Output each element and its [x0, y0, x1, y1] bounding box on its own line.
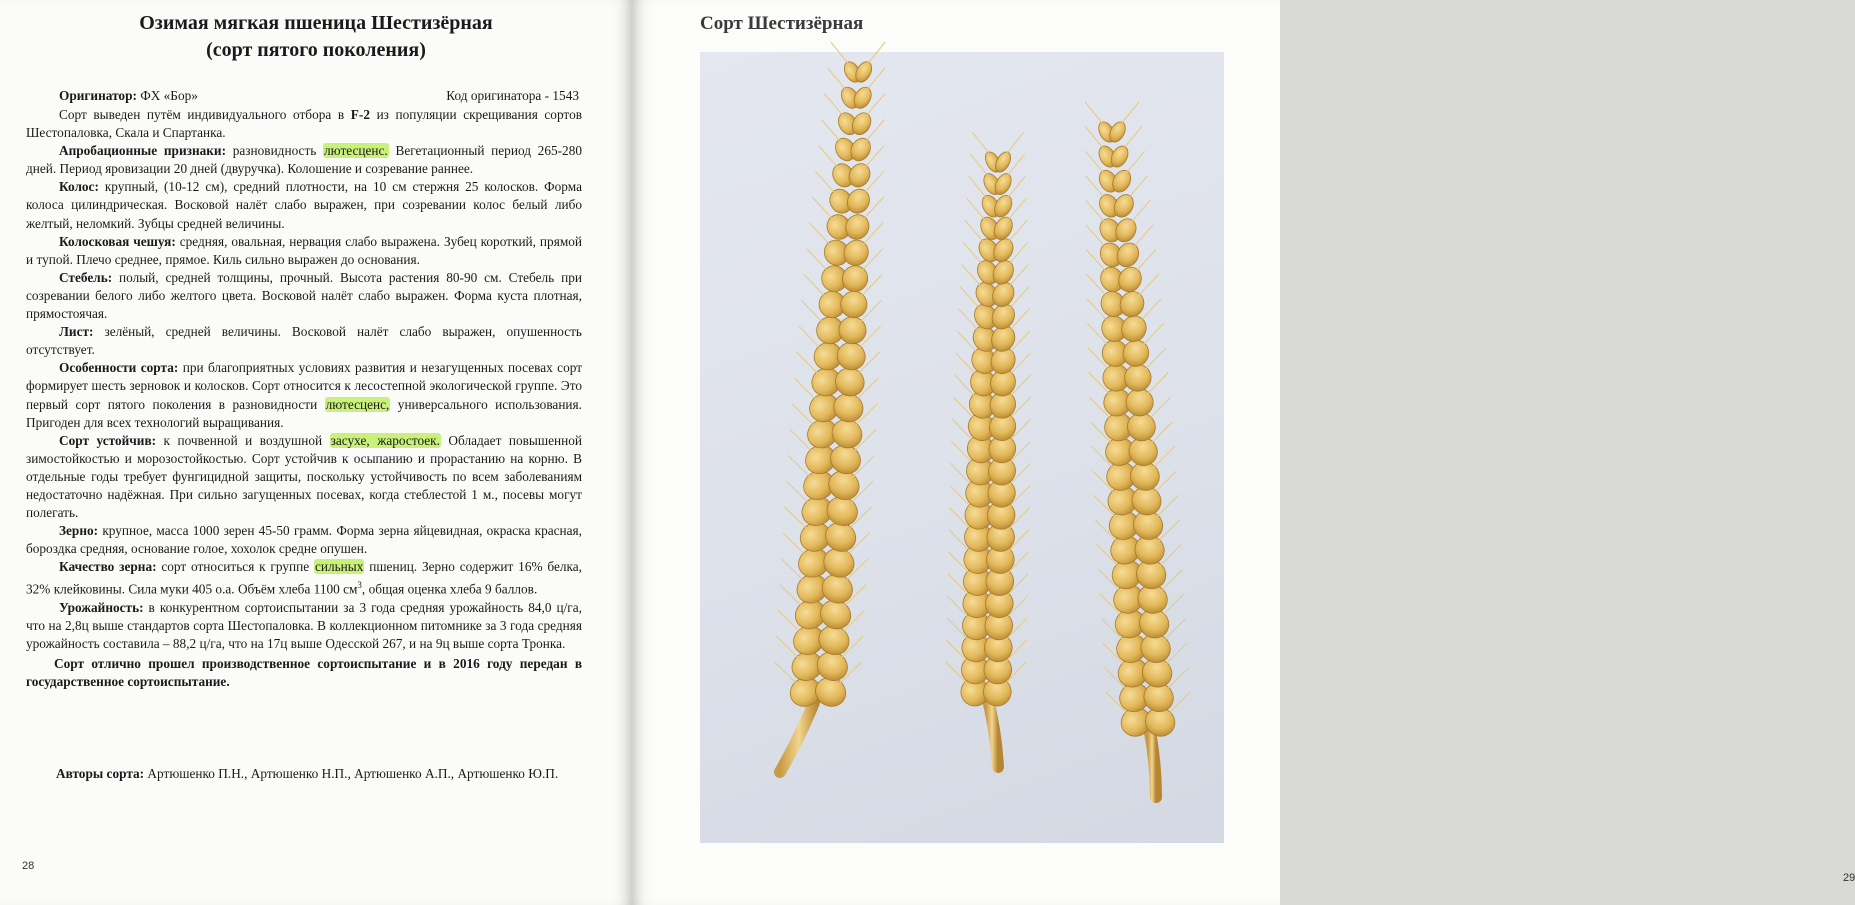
wheat-awn [867, 42, 885, 64]
quality-text-c: , общая оценка хлеба 9 баллов. [361, 581, 538, 597]
resistance-label: Сорт устойчив: [59, 432, 157, 448]
approbation-label: Апробационные признаки: [59, 143, 227, 159]
stem-label: Стебель: [59, 269, 113, 285]
features-paragraph [26, 359, 582, 431]
intro-text-a: Сорт выведен путём индивидуального отбора в [59, 107, 351, 122]
intro-text-c: из популяции скрещивания сортов Шестопаловка, Скала и Спартанка. [26, 107, 582, 141]
quality-paragraph [26, 558, 582, 599]
leaf-label: Лист: [59, 324, 94, 340]
highlight-lutescens-2: лютесценс, [325, 396, 390, 412]
authors-text: Артюшенко П.Н., Артюшенко Н.П., Артюшенко А.П., Артюшенко Ю.П. [144, 766, 559, 781]
wheat-spikelet [836, 287, 872, 323]
wheat-spikelet [838, 261, 872, 296]
yield-label: Урожайность: [59, 599, 144, 615]
wheat-awn [818, 145, 837, 167]
originator-line [59, 88, 579, 104]
approbation-paragraph [26, 142, 582, 178]
wheat-awn [972, 132, 989, 154]
wheat-awn [815, 171, 835, 193]
originator-code: Код оригинатора - 1543 [446, 88, 579, 103]
wheat-awn [1085, 102, 1103, 124]
quality-text-a: сорт относиться к группе [156, 559, 314, 575]
ear-label: Колос: [59, 179, 99, 195]
authors-label: Авторы сорта: [56, 766, 145, 781]
grain-paragraph [26, 522, 582, 558]
wheat-awn [825, 94, 844, 116]
highlight-drought: засухе, жаростоек. [330, 432, 440, 448]
wheat-ears [775, 42, 1191, 797]
leaf-paragraph [26, 323, 582, 359]
wheat-spikelet [1113, 239, 1143, 270]
yield-paragraph [26, 599, 582, 653]
features-text-a: при благоприятных условиях развития и незагущенных посевах сорт формирует шесть зерновок и колосков. Сорт относится к лесостепной экологической группе. Это первый сорт пятого поколения в разновидности [26, 360, 583, 412]
originator-value: ФХ «Бор» [136, 88, 198, 103]
resistance-text-b: Обладает повышенной зимостойкостью и морозостойкостью. Сорт устойчив к осыпанию и прорастанию на корню. В отдельные годы требует фунгицидной защиты, поскольку устойчивость по всем заболеваниям недостаточно надёжная. При сильно загущенных посевах, когда стеблестой 1 м., посевы могут полегать. [26, 432, 582, 521]
highlight-strong: сильных [314, 559, 364, 575]
wheat-spikelet [1116, 287, 1149, 320]
quality-text-b: пшениц. Зерно содержит 16% белка, 32% клейковины. Сила муки 405 о.а. Объём хлеба 1100 см [26, 559, 582, 597]
stem-paragraph [26, 269, 582, 323]
authors-line [56, 766, 558, 782]
quality-label: Качество зерна: [59, 559, 157, 575]
approbation-text-a: разновидность [226, 143, 324, 159]
stem-text: полый, средней толщины, прочный. Высота растения 80-90 см. Стебель при созревании белого либо желтого цвета. Восковой налёт слабо выражен. Форма куста плотная, прямостоячая. [26, 269, 582, 322]
wheat-awn [1121, 102, 1139, 124]
approbation-text-b: Вегетационный период 265-280 дней. Период яровизации 20 дней (двуручка). Колошение и созревание раннее. [26, 143, 582, 177]
wheat-awn [1124, 127, 1142, 149]
page-number-left: 28 [22, 860, 35, 872]
description-body [26, 106, 582, 691]
highlight-lutescens-1: лютесценс. [324, 143, 388, 159]
variety-subtitle: (сорт пятого поколения) [206, 39, 426, 61]
quality-superscript: 3 [357, 580, 362, 591]
originator-label: Оригинатор: [59, 88, 137, 103]
yield-text: в конкурентном сортоиспытании за 3 года средняя урожайность 84,0 ц/га, что на 2,8ц выше стандартов сорта Шестопаловка. В коллекционном питомнике за 3 года средняя урожайность составила – 88,2 ц/га, что на 17ц выше Одесской 267, и на 9ц выше сорта Тронка. [26, 599, 582, 652]
resistance-text-a: к почвенной и воздушной [156, 432, 330, 448]
resistance-paragraph [26, 432, 582, 522]
wheat-ear [775, 42, 886, 772]
glume-paragraph [26, 233, 582, 269]
left-page [0, 0, 632, 905]
right-page [632, 0, 1855, 905]
wheat-awn [821, 120, 840, 142]
glume-text: средняя, овальная, нервация слабо выражена. Зубец короткий, прямой и тупой. Плечо среднее, прямое. Киль сильно выражен до основания. [26, 233, 582, 267]
wheat-photo [700, 52, 1224, 843]
wheat-ear [1085, 102, 1190, 797]
wheat-awn [828, 68, 846, 90]
page-number-right: 29 [1843, 872, 1855, 884]
ear-paragraph [26, 178, 582, 232]
wheat-awn [1126, 151, 1145, 173]
wheat-awn [1129, 176, 1148, 198]
wheat-awn [831, 42, 849, 64]
intro-generation: F-2 [350, 107, 370, 122]
features-label: Особенности сорта: [59, 360, 179, 376]
variety-title: Озимая мягкая пшеница Шестизёрная [139, 12, 493, 34]
grain-text: крупное, масса 1000 зерен 45-50 грамм. Форма зерна яйцевидная, окраска красная, бороздка средняя, основание голое, хохолок средне опушен. [26, 523, 582, 557]
wheat-awn [1131, 200, 1150, 222]
ear-text: крупный, (10-12 см), средний плотности, на 10 см стержня 25 колосков. Форма колоса цилиндрическая. Восковой налёт слабо выражен, при созревании колос белый либо желтый, неломкий. Зубцы средней величины. [26, 179, 582, 231]
photo-title: Сорт Шестизёрная [700, 13, 864, 34]
wheat-spikelet [1114, 263, 1145, 295]
grain-label: Зерно: [59, 523, 99, 539]
glume-label: Колосковая чешуя: [59, 233, 176, 249]
leaf-text: зелёный, средней величины. Восковой налёт слабо выражен, опушенность отсутствует. [26, 324, 582, 358]
wheat-ear [946, 132, 1031, 767]
intro-paragraph [26, 106, 582, 142]
wheat-ears-illustration [700, 52, 1224, 843]
wheat-awn [1006, 132, 1023, 154]
features-text-b: универсального использования. Пригоден для всех технологий выращивания. [26, 396, 582, 430]
final-statement: Сорт отлично прошел производственное сортоиспытание и в 2016 году передан в государственное сортоиспытание. [26, 656, 582, 690]
